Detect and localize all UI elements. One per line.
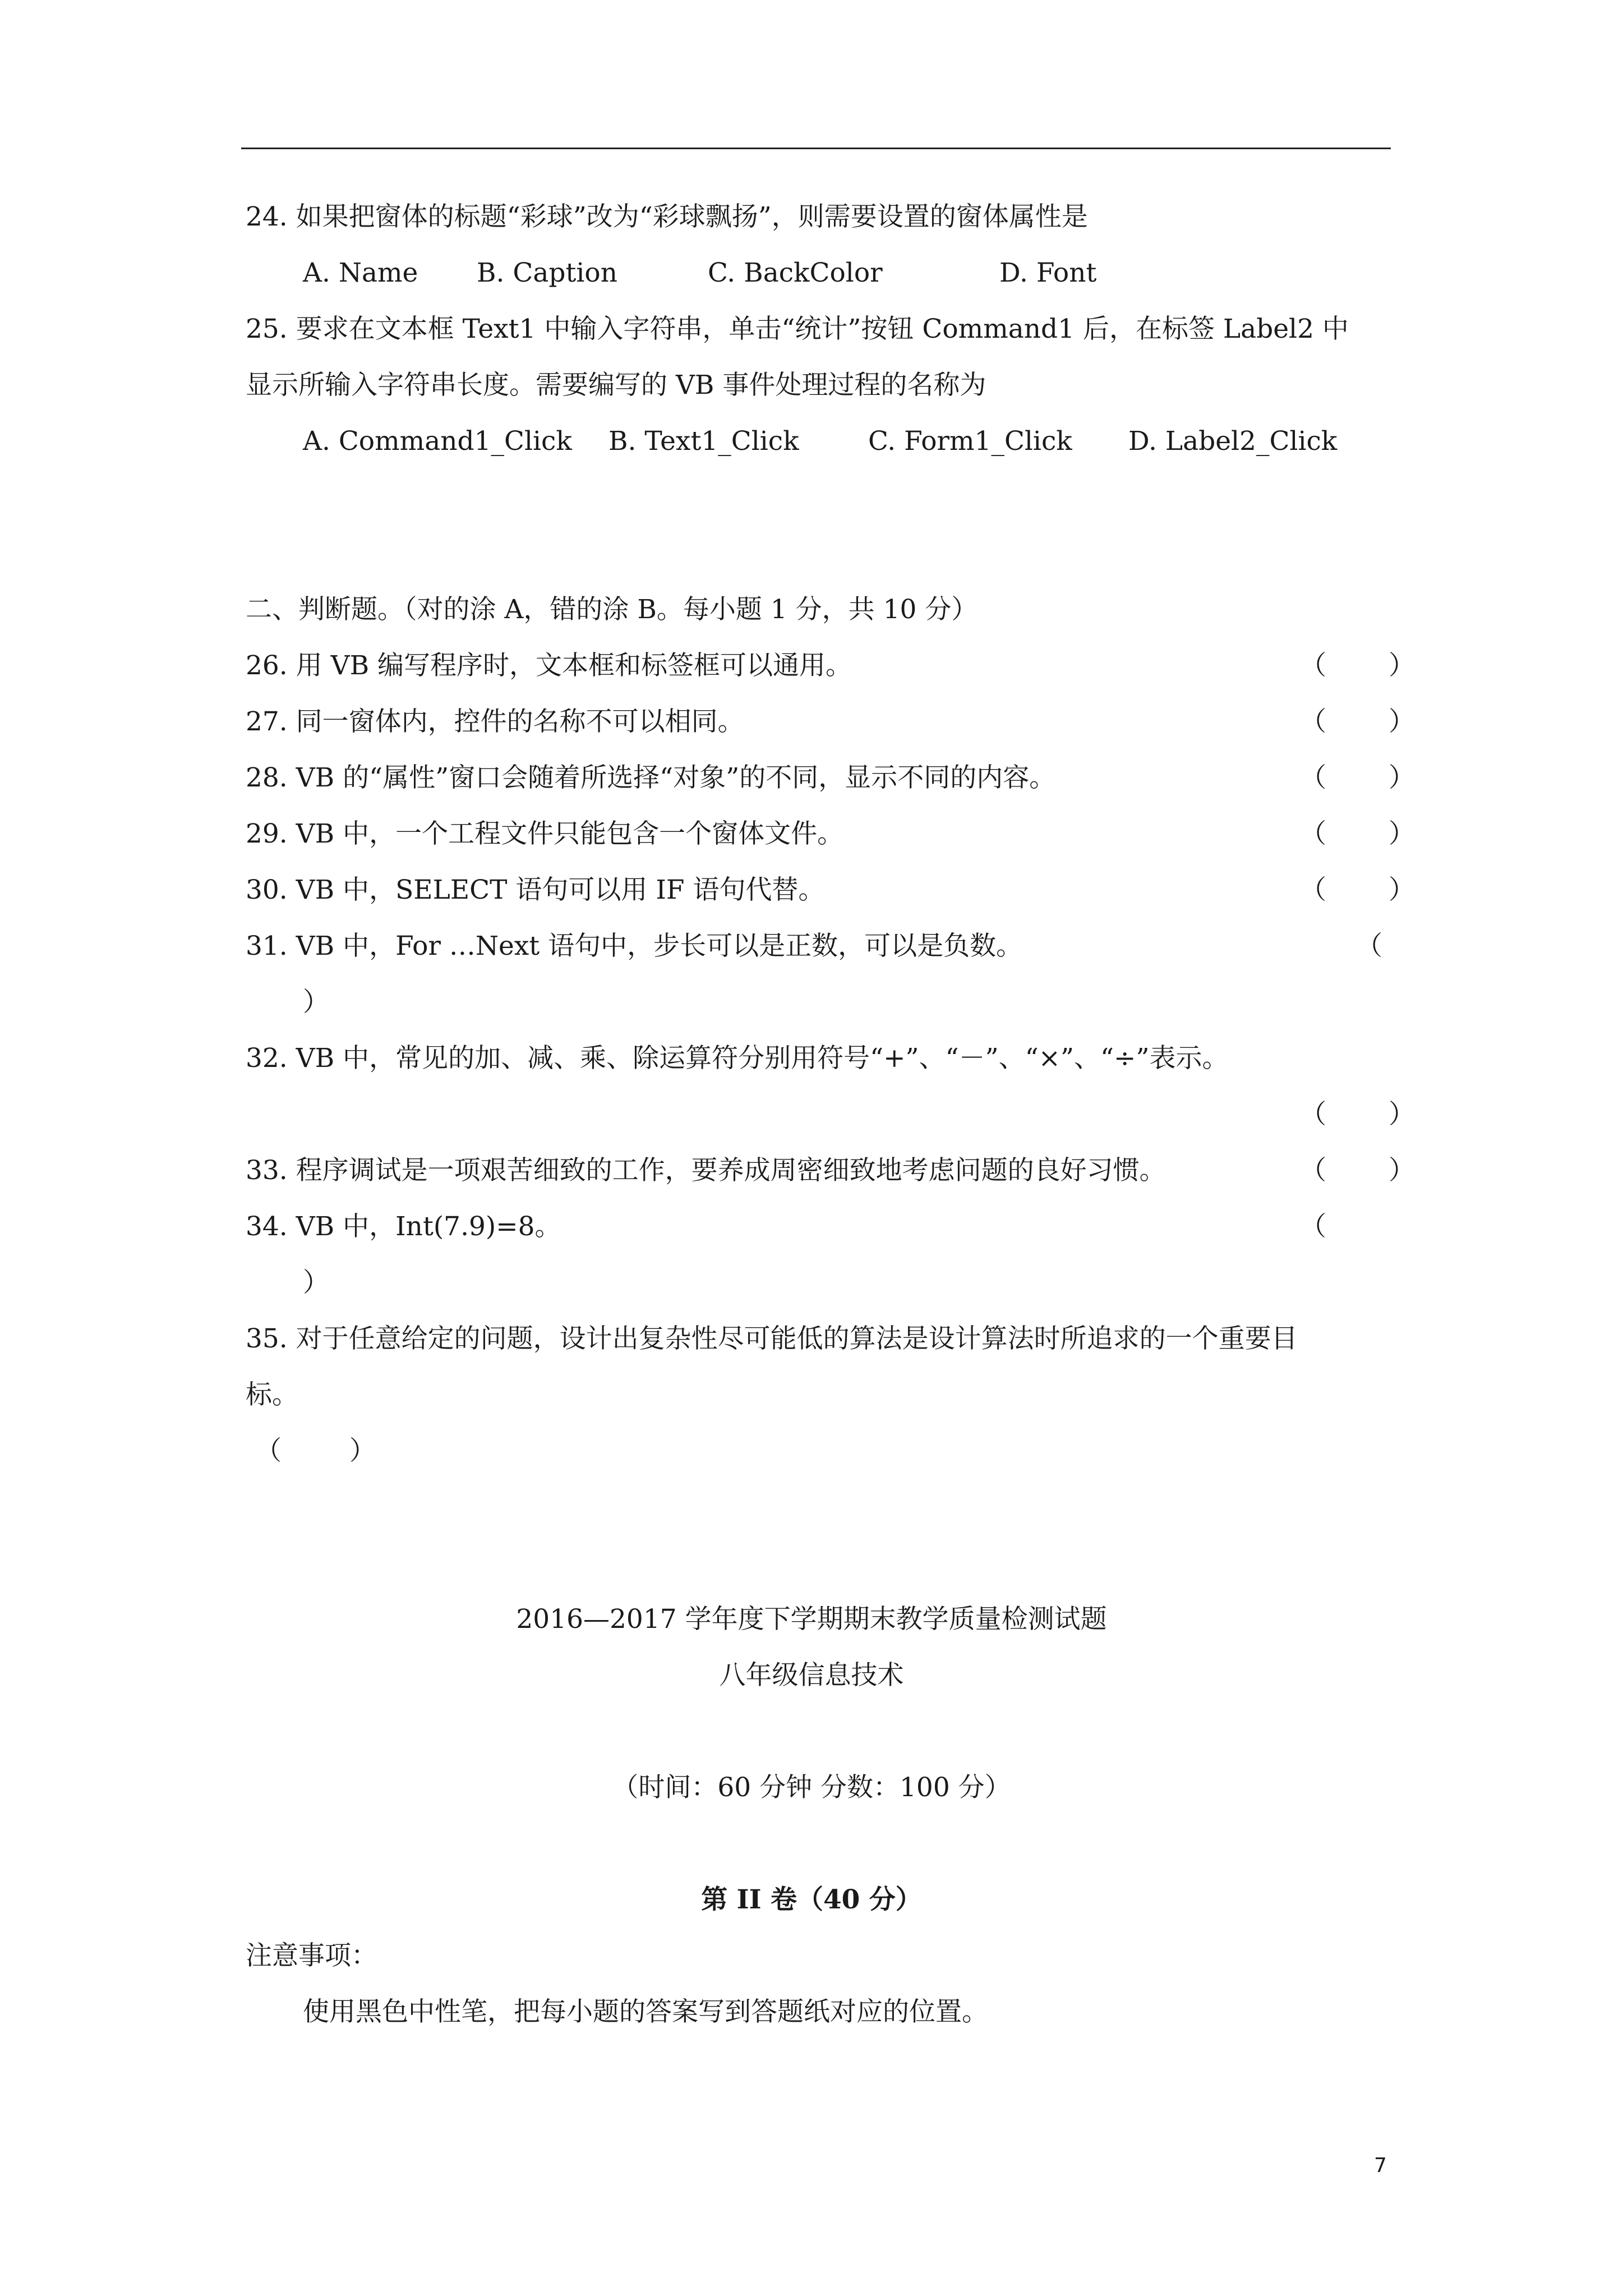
question-34: 34. VB 中，Int(7.9)=8。 <box>246 1211 561 1242</box>
answer-paren-34-open: （ <box>1300 1211 1326 1242</box>
question-29: 29. VB 中，一个工程文件只能包含一个窗体文件。 <box>246 818 844 849</box>
answer-paren-34-close: ） <box>303 1267 329 1298</box>
question-26: 26. 用 VB 编写程序时，文本框和标签框可以通用。 <box>246 650 852 681</box>
exam-subject: 八年级信息技术 <box>719 1660 904 1691</box>
question-35-line1: 35. 对于任意给定的问题，设计出复杂性尽可能低的算法是设计算法时所追求的一个重要目 <box>246 1323 1298 1354</box>
question-25-line2: 显示所输入字符串长度。需要编写的 VB 事件处理过程的名称为 <box>246 370 986 401</box>
question-27: 27. 同一窗体内，控件的名称不可以相同。 <box>246 706 744 737</box>
exam-title: 2016—2017 学年度下学期期末教学质量检测试题 <box>516 1604 1107 1635</box>
question-30: 30. VB 中，SELECT 语句可以用 IF 语句代替。 <box>246 875 825 905</box>
question-35-line2: 标。 <box>246 1379 298 1410</box>
notice-label: 注意事项： <box>246 1940 377 1971</box>
page-number: 7 <box>1374 2154 1387 2177</box>
exam-time-score: （时间：60 分钟 分数：100 分） <box>612 1772 1011 1803</box>
section-2-heading: 二、判断题。（对的涂 A，错的涂 B。每小题 1 分，共 10 分） <box>246 594 978 625</box>
question-24: 24. 如果把窗体的标题“彩球”改为“彩球飘扬”，则需要设置的窗体属性是 <box>246 201 1088 232</box>
question-25-line1: 25. 要求在文本框 Text1 中输入字符串，单击“统计”按钮 Command1 后，在标签 Label2 中 <box>246 314 1349 344</box>
question-31: 31. VB 中，For …Next 语句中，步长可以是正数，可以是负数。 <box>246 931 1023 961</box>
q24-option-d: D. Font <box>999 257 1097 288</box>
exam-volume-title: 第 II 卷（40 分） <box>701 1884 922 1915</box>
question-32: 32. VB 中，常见的加、减、乘、除运算符分别用符号“+”、“－”、“×”、“÷”表示。 <box>246 1043 1229 1074</box>
q25-option-b: B. Text1_Click <box>608 426 799 457</box>
q25-option-a: A. Command1_Click <box>303 426 572 457</box>
question-28: 28. VB 的“属性”窗口会随着所选择“对象”的不同，显示不同的内容。 <box>246 762 1056 793</box>
q24-option-a: A. Name <box>303 257 418 288</box>
q24-option-b: B. Caption <box>477 257 617 288</box>
notice-text: 使用黑色中性笔，把每小题的答案写到答题纸对应的位置。 <box>303 1996 988 2027</box>
answer-paren-31-open: （ <box>1356 931 1382 961</box>
q25-option-c: C. Form1_Click <box>868 426 1072 457</box>
question-33: 33. 程序调试是一项艰苦细致的工作，要养成周密细致地考虑问题的良好习惯。 <box>246 1155 1166 1186</box>
header-rule <box>241 148 1391 149</box>
q24-option-c: C. BackColor <box>708 257 883 288</box>
answer-paren-31-close: ） <box>303 987 329 1018</box>
q25-option-d: D. Label2_Click <box>1128 426 1338 457</box>
